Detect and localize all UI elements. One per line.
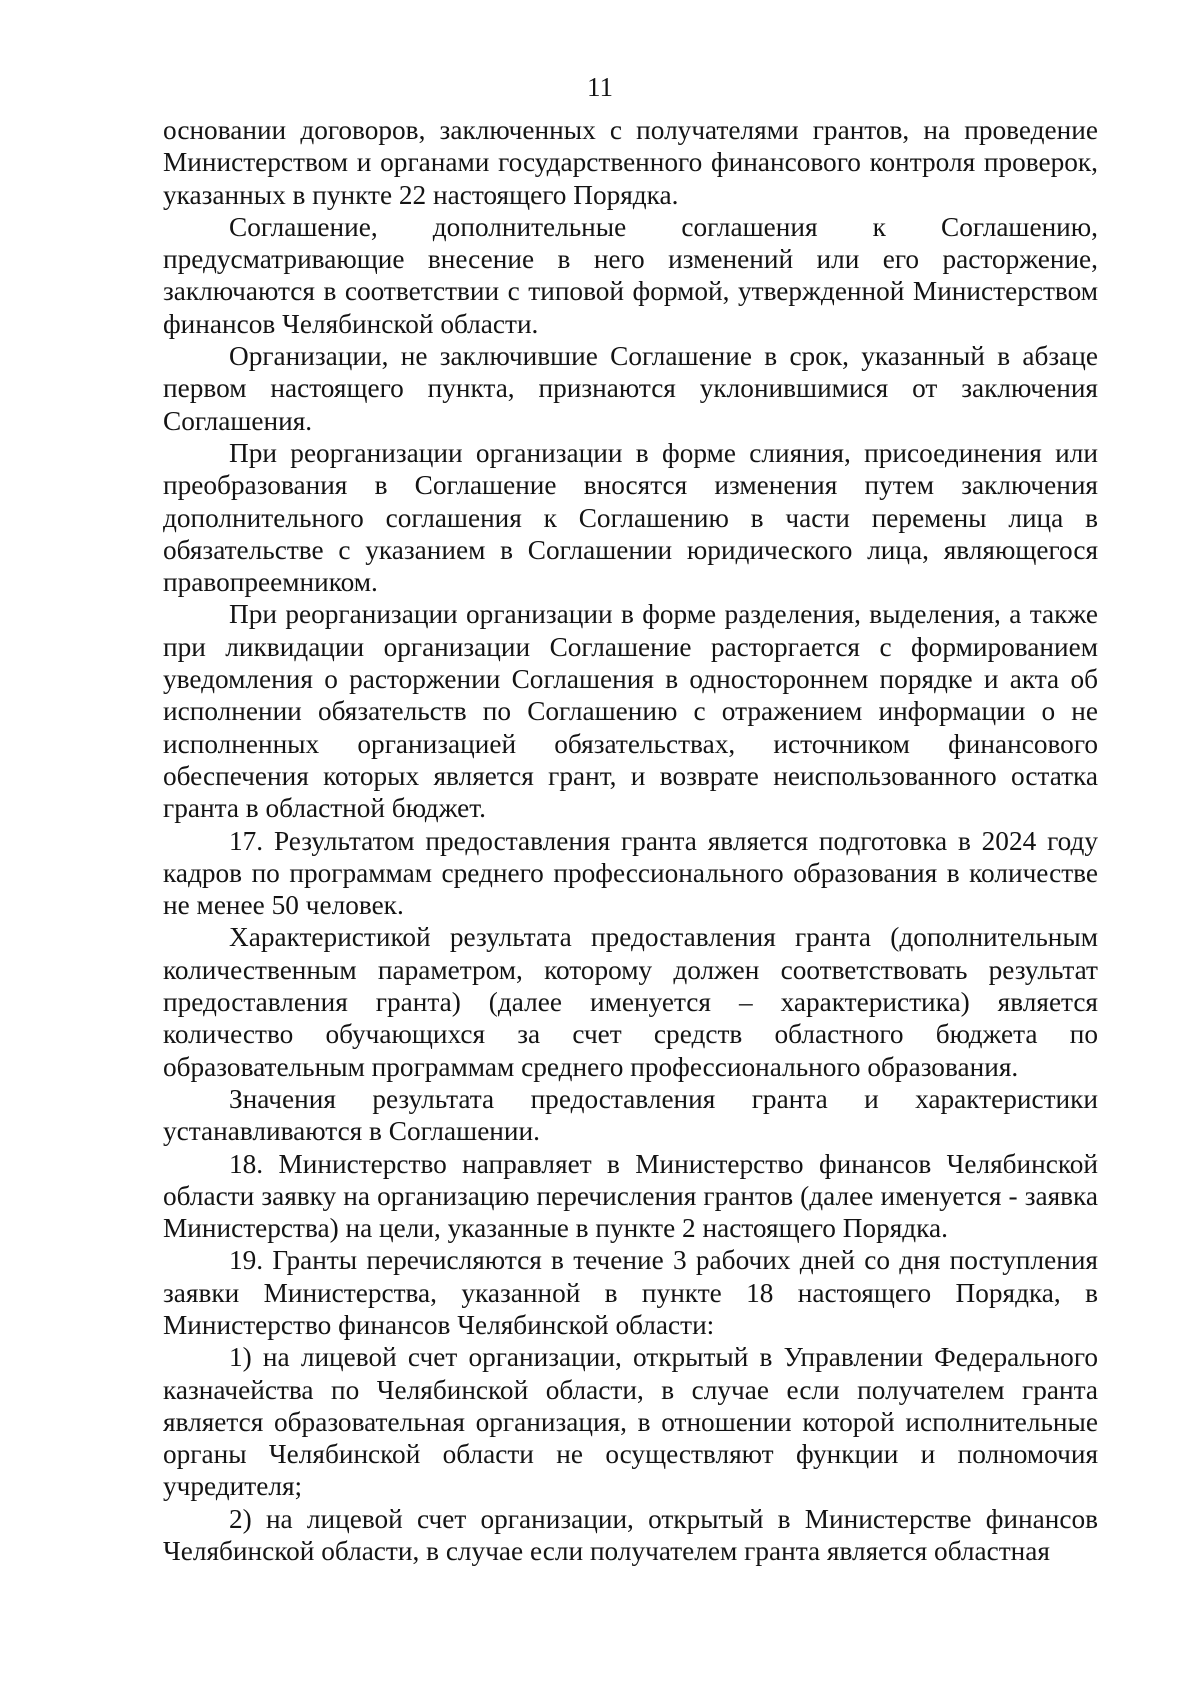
paragraph-reorganization-division: При реорганизации организации в форме разделения, выделения, а также при ликвидации организации Соглашение расторгается с формированием уведомления о расторжении Соглашения в одностороннем порядке и акта об исполнении обязательств по Соглашению с отражением информации о не исполненных организацией обязательствах, источником финансового обеспечения которых является грант, и возврате неиспользованного остатка гранта в областной бюджет. (163, 599, 1098, 824)
paragraph-subitem-1: 1) на лицевой счет организации, открытый в Управлении Федерального казначейства по Челябинской области, в случае если получателем гранта является образовательная организация, в отношении которой исполнительные органы Челябинской области не осуществляют функции и полномочия учредителя; (163, 1342, 1098, 1502)
paragraph-unconcluded-agreement: Организации, не заключившие Соглашение в срок, указанный в абзаце первом настоящего пункта, признаются уклонившимися от заключения Соглашения. (163, 341, 1098, 436)
paragraph-item-17: 17. Результатом предоставления гранта является подготовка в 2024 году кадров по программам среднего профессионального образования в количестве не менее 50 человек. (163, 825, 1098, 921)
paragraph-subitem-2: 2) на лицевой счет организации, открытый в Министерстве финансов Челябинской области, в случае если получателем гранта является областная (163, 1503, 1098, 1567)
paragraph-agreement-form: Соглашение, дополнительные соглашения к Соглашению, предусматривающие внесение в него изменений или его расторжение, заключаются в соответствии с типовой формой, утвержденной Министерством финансов Челябинской области. (163, 211, 1098, 339)
paragraph-reorganization-merger: При реорганизации организации в форме слияния, присоединения или преобразования в Соглашение вносятся изменения путем заключения дополнительного соглашения к Соглашению в части перемены лица в обязательстве с указанием в Соглашении юридического лица, являющегося правопреемником. (163, 437, 1098, 598)
paragraph-item-19: 19. Гранты перечисляются в течение 3 рабочих дней со дня поступления заявки Министерства, указанной в пункте 18 настоящего Порядка, в Министерство финансов Челябинской области: (163, 1245, 1098, 1340)
document-body (163, 114, 1098, 1567)
page-number: 11 (587, 72, 613, 102)
paragraph-result-values: Значения результата предоставления гранта и характеристики устанавливаются в Соглашении. (163, 1083, 1098, 1147)
paragraph-result-characteristic: Характеристикой результата предоставления гранта (дополнительным количественным параметром, которому должен соответствовать результат предоставления гранта) (далее именуется – характеристика) является количество обучающихся за счет средств областного бюджета по образовательным программам среднего профессионального образования. (163, 922, 1098, 1082)
paragraph-continuation: основании договоров, заключенных с получателями грантов, на проведение Министерством и органами государственного финансового контроля проверок, указанных в пункте 22 настоящего Порядка. (163, 115, 1098, 210)
paragraph-item-18: 18. Министерство направляет в Министерство финансов Челябинской области заявку на организацию перечисления грантов (далее именуется - заявка Министерства) на цели, указанные в пункте 2 настоящего Порядка. (163, 1148, 1098, 1244)
